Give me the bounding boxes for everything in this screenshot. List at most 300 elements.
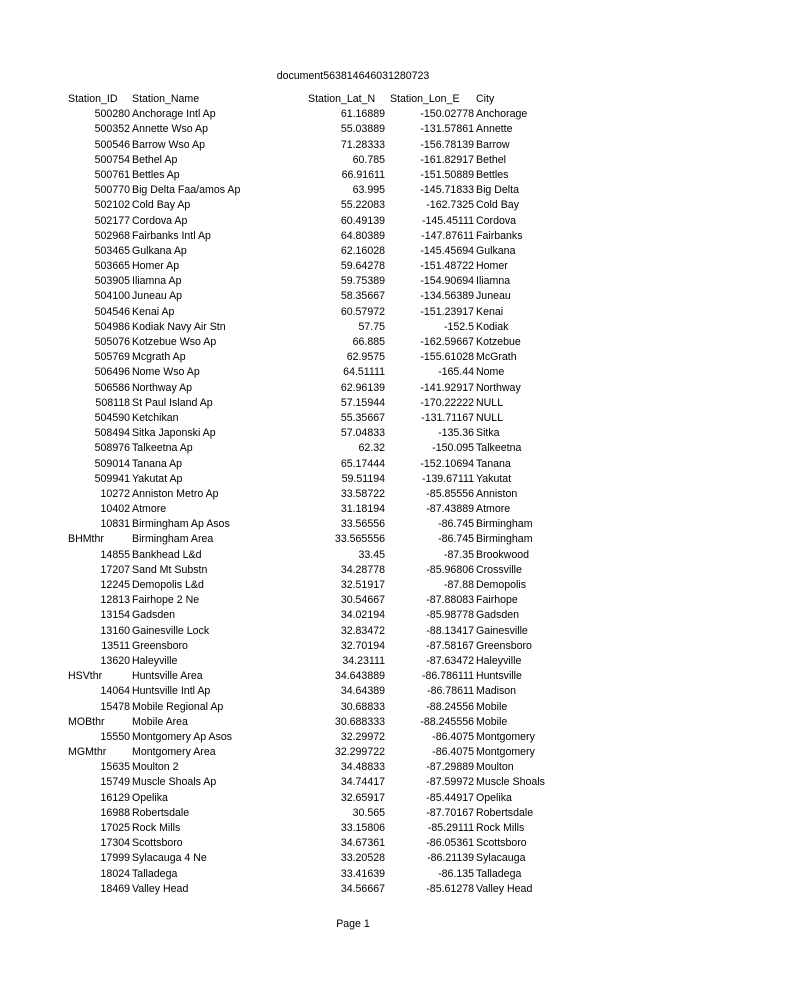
station-lat-cell: 57.15944 xyxy=(340,396,385,409)
station-lon-cell: -151.50889 xyxy=(420,168,474,181)
station-id-cell: 10831 xyxy=(100,518,130,531)
city-cell: Opelika xyxy=(476,791,512,804)
station-lat-cell: 62.96139 xyxy=(340,381,385,394)
station-lat-cell: 55.22083 xyxy=(340,199,385,212)
station-lat-cell: 33.45 xyxy=(358,548,385,561)
station-id-cell: 505769 xyxy=(94,351,130,364)
station-lon-cell: -86.78611 xyxy=(427,685,474,698)
table-row xyxy=(0,775,792,790)
station-name-cell: Northway Ap xyxy=(132,381,193,394)
station-lon-cell: -86.786111 xyxy=(421,670,474,683)
station-lon-cell: -155.61028 xyxy=(420,351,474,364)
city-cell: Huntsville xyxy=(476,670,522,683)
table-row xyxy=(0,684,792,699)
station-lat-cell: 62.16028 xyxy=(340,244,385,257)
station-lat-cell: 59.64278 xyxy=(340,260,385,273)
station-lon-cell: -87.43889 xyxy=(426,503,474,516)
table-row xyxy=(0,532,792,547)
table-row xyxy=(0,517,792,532)
table-row xyxy=(0,289,792,304)
station-name-cell: Bettles Ap xyxy=(132,168,180,181)
station-name-cell: Huntsville Intl Ap xyxy=(132,685,211,698)
station-lat-cell: 61.16889 xyxy=(340,108,385,121)
column-header-station-id: Station_ID xyxy=(68,93,118,105)
station-id-cell: 17025 xyxy=(100,822,130,834)
station-name-cell: Barrow Wso Ap xyxy=(132,138,206,151)
station-id-cell: 500770 xyxy=(94,184,130,197)
city-cell: Cold Bay xyxy=(476,199,519,212)
station-lon-cell: -156.78139 xyxy=(420,138,474,151)
station-lat-cell: 62.9575 xyxy=(346,351,385,364)
station-id-cell: 16988 xyxy=(100,806,130,819)
city-cell: Birmingham xyxy=(476,533,533,546)
table-row xyxy=(0,669,792,684)
station-lat-cell: 34.48833 xyxy=(340,761,385,774)
station-name-cell: Atmore xyxy=(132,503,167,516)
table-row xyxy=(0,168,792,183)
station-lat-cell: 32.51917 xyxy=(340,579,385,591)
table-row xyxy=(0,426,792,441)
station-name-cell: Montgomery Ap Asos xyxy=(132,730,233,743)
station-id-cell: 15550 xyxy=(100,730,130,743)
station-name-cell: Opelika xyxy=(132,791,168,804)
station-name-cell: Huntsville Area xyxy=(132,670,203,683)
city-cell: NULL xyxy=(476,411,504,424)
station-lon-cell: -152.10694 xyxy=(420,457,474,470)
city-cell: NULL xyxy=(476,396,504,409)
station-id-cell: 500761 xyxy=(94,168,130,181)
station-lat-cell: 33.41639 xyxy=(340,867,385,880)
station-id-cell: 12245 xyxy=(100,579,130,591)
table-row xyxy=(0,274,792,289)
table-row xyxy=(0,548,792,563)
city-cell: Rock Mills xyxy=(476,822,525,834)
station-lon-cell: -145.71833 xyxy=(420,184,474,197)
station-id-cell: 508118 xyxy=(95,396,130,409)
station-lon-cell: -87.63472 xyxy=(426,654,474,667)
column-header-station-lat: Station_Lat_N xyxy=(308,93,376,105)
table-row xyxy=(0,122,792,137)
station-name-cell: Gadsden xyxy=(132,609,175,622)
table-row xyxy=(0,244,792,259)
station-lat-cell: 60.57972 xyxy=(340,305,385,318)
station-id-cell: 13620 xyxy=(100,654,130,667)
table-body xyxy=(0,107,792,897)
station-lon-cell: -150.095 xyxy=(432,442,474,455)
station-id-cell: 500754 xyxy=(94,153,130,166)
station-name-cell: Bethel Ap xyxy=(132,153,178,166)
station-id-cell: 505076 xyxy=(94,336,130,348)
station-id-cell: 18469 xyxy=(100,882,130,895)
station-id-cell: 14855 xyxy=(100,548,130,561)
station-name-cell: Ketchikan xyxy=(132,411,179,424)
station-name-cell: Talkeetna Ap xyxy=(132,442,193,455)
table-row xyxy=(0,335,792,350)
station-name-cell: Mobile Regional Ap xyxy=(132,700,224,713)
station-lon-cell: -150.02778 xyxy=(420,108,474,121)
table-row xyxy=(0,745,792,760)
station-name-cell: St Paul Island Ap xyxy=(132,396,213,409)
station-lat-cell: 62.32 xyxy=(358,442,385,455)
city-cell: Kotzebue xyxy=(476,336,521,348)
station-id-cell: 13511 xyxy=(101,639,130,652)
city-cell: Birmingham xyxy=(476,518,533,531)
station-lon-cell: -87.88083 xyxy=(426,594,474,607)
station-name-cell: Fairbanks Intl Ap xyxy=(132,229,211,242)
document-title: document563814646031280723 xyxy=(276,70,430,82)
station-id-cell: 502968 xyxy=(94,229,130,242)
station-lat-cell: 33.58722 xyxy=(340,487,385,500)
table-row xyxy=(0,715,792,730)
station-name-cell: Annette Wso Ap xyxy=(132,123,208,136)
table-row xyxy=(0,882,792,897)
table-row xyxy=(0,806,792,821)
station-id-cell: 15478 xyxy=(100,700,130,713)
station-lon-cell: -88.245556 xyxy=(420,715,474,728)
station-name-cell: Demopolis L&d xyxy=(132,579,204,591)
station-id-cell: 500352 xyxy=(94,123,130,136)
table-header-row xyxy=(0,92,792,107)
station-name-cell: Haleyville xyxy=(132,654,178,667)
station-lon-cell: -165.44 xyxy=(438,366,474,379)
station-lon-cell: -85.85556 xyxy=(426,487,474,500)
page-number: Page 1 xyxy=(336,918,370,930)
station-id-cell: 500280 xyxy=(94,108,130,121)
station-name-cell: Scottsboro xyxy=(132,837,183,850)
city-cell: Sylacauga xyxy=(476,852,526,865)
city-cell: Muscle Shoals xyxy=(476,776,545,789)
station-lat-cell: 33.15806 xyxy=(340,822,385,834)
station-id-cell: 503905 xyxy=(94,275,130,288)
station-lon-cell: -141.92917 xyxy=(420,381,474,394)
table-row xyxy=(0,214,792,229)
city-cell: Fairhope xyxy=(476,594,518,607)
city-cell: Greensboro xyxy=(476,639,532,652)
station-name-cell: Montgomery Area xyxy=(132,746,216,759)
table-row xyxy=(0,624,792,639)
table-row xyxy=(0,867,792,882)
city-cell: Crossville xyxy=(476,563,522,576)
station-name-cell: Gulkana Ap xyxy=(132,244,187,257)
station-id-cell: 17304 xyxy=(100,837,130,850)
table-row xyxy=(0,107,792,122)
city-cell: Montgomery xyxy=(476,746,535,759)
station-lon-cell: -85.29111 xyxy=(427,822,474,834)
table-row xyxy=(0,760,792,775)
city-cell: Annette xyxy=(476,123,513,136)
station-lon-cell: -134.56389 xyxy=(420,290,474,303)
station-lat-cell: 71.28333 xyxy=(340,138,385,151)
station-id-cell: 508976 xyxy=(94,442,130,455)
station-id-cell: 12813 xyxy=(100,594,130,607)
table-row xyxy=(0,457,792,472)
station-id-cell: 508494 xyxy=(94,427,130,440)
station-lon-cell: -152.5 xyxy=(443,320,474,333)
city-cell: Haleyville xyxy=(476,654,522,667)
city-cell: Juneau xyxy=(476,290,511,303)
station-lon-cell: -88.24556 xyxy=(426,700,474,713)
city-cell: Bettles xyxy=(476,168,509,181)
station-lat-cell: 30.68833 xyxy=(340,700,385,713)
station-id-cell: 17207 xyxy=(100,563,130,576)
table-row xyxy=(0,487,792,502)
column-header-city: City xyxy=(476,93,495,105)
table-row xyxy=(0,608,792,623)
station-lat-cell: 58.35667 xyxy=(340,290,385,303)
table-row xyxy=(0,821,792,836)
station-lon-cell: -162.59667 xyxy=(420,336,474,348)
station-lat-cell: 34.643889 xyxy=(334,670,385,683)
table-row xyxy=(0,381,792,396)
station-name-cell: Sitka Japonski Ap xyxy=(132,427,216,440)
station-lon-cell: -147.87611 xyxy=(421,229,474,242)
station-lat-cell: 33.56556 xyxy=(340,518,385,531)
station-name-cell: Muscle Shoals Ap xyxy=(132,776,217,789)
station-lon-cell: -139.67111 xyxy=(421,472,474,485)
station-lon-cell: -87.58167 xyxy=(426,639,474,652)
table-row xyxy=(0,563,792,578)
station-id-cell: 502177 xyxy=(94,214,130,227)
table-row xyxy=(0,411,792,426)
table-row xyxy=(0,320,792,335)
station-lon-cell: -145.45694 xyxy=(420,244,474,257)
city-cell: Northway xyxy=(476,381,521,394)
city-cell: Mobile xyxy=(476,715,508,728)
station-name-cell: Yakutat Ap xyxy=(132,472,183,485)
station-lon-cell: -86.745 xyxy=(438,518,474,531)
station-lat-cell: 33.20528 xyxy=(340,852,385,865)
city-cell: Mobile xyxy=(476,700,508,713)
station-lon-cell: -170.22222 xyxy=(420,396,474,409)
station-lon-cell: -85.44917 xyxy=(426,791,474,804)
station-lon-cell: -85.96806 xyxy=(426,563,474,576)
city-cell: Tanana xyxy=(476,457,511,470)
station-lat-cell: 34.02194 xyxy=(340,609,385,622)
city-cell: Talkeetna xyxy=(476,442,522,455)
station-lon-cell: -161.82917 xyxy=(420,153,474,166)
table-row xyxy=(0,578,792,593)
city-cell: Kodiak xyxy=(476,320,509,333)
station-name-cell: Moulton 2 xyxy=(132,761,179,774)
station-lon-cell: -86.135 xyxy=(438,867,474,880)
station-lon-cell: -87.70167 xyxy=(426,806,474,819)
station-id-cell: 504100 xyxy=(94,290,130,303)
table-row xyxy=(0,472,792,487)
station-id-cell: 500546 xyxy=(94,138,130,151)
station-lon-cell: -131.71167 xyxy=(421,411,474,424)
station-lat-cell: 32.70194 xyxy=(340,639,385,652)
station-lat-cell: 32.83472 xyxy=(340,624,385,637)
station-lon-cell: -151.48722 xyxy=(420,260,474,273)
table-row xyxy=(0,441,792,456)
station-name-cell: Anchorage Intl Ap xyxy=(132,108,216,121)
station-name-cell: Cordova Ap xyxy=(132,214,188,227)
station-id-cell: 13160 xyxy=(100,624,130,637)
station-lat-cell: 63.995 xyxy=(352,184,385,197)
station-name-cell: Sand Mt Substn xyxy=(132,563,208,576)
city-cell: Yakutat xyxy=(476,472,512,485)
station-lon-cell: -151.23917 xyxy=(420,305,474,318)
city-cell: Atmore xyxy=(476,503,511,516)
station-name-cell: Birmingham Area xyxy=(132,533,214,546)
station-id-cell: 16129 xyxy=(100,791,130,804)
station-name-cell: Nome Wso Ap xyxy=(132,366,200,379)
table-row xyxy=(0,791,792,806)
city-cell: Montgomery xyxy=(476,730,535,743)
city-cell: Brookwood xyxy=(476,548,529,561)
table-row xyxy=(0,851,792,866)
station-lon-cell: -87.59972 xyxy=(426,776,474,789)
station-lon-cell: -131.57861 xyxy=(420,123,474,136)
station-id-cell: 15635 xyxy=(100,761,130,774)
station-id-cell: 509014 xyxy=(94,457,130,470)
city-cell: Anniston xyxy=(476,487,518,500)
station-lat-cell: 34.23111 xyxy=(342,654,385,667)
city-cell: Madison xyxy=(476,685,517,698)
station-name-cell: Bankhead L&d xyxy=(132,548,202,561)
city-cell: Scottsboro xyxy=(476,837,527,850)
table-row xyxy=(0,730,792,745)
station-name-cell: Kenai Ap xyxy=(132,305,175,318)
city-cell: Talladega xyxy=(476,867,522,880)
city-cell: McGrath xyxy=(476,351,517,364)
station-id-cell: 10272 xyxy=(100,487,130,500)
table-row xyxy=(0,365,792,380)
station-id-cell: MOBthr xyxy=(68,715,105,728)
city-cell: Anchorage xyxy=(476,108,528,121)
station-lon-cell: -145.45111 xyxy=(421,214,474,227)
table-row xyxy=(0,700,792,715)
station-id-cell: 503465 xyxy=(94,244,130,257)
station-id-cell: 10402 xyxy=(100,503,130,516)
station-name-cell: Mcgrath Ap xyxy=(132,351,186,364)
city-cell: Barrow xyxy=(476,138,510,151)
station-lat-cell: 66.91611 xyxy=(341,168,385,181)
station-name-cell: Sylacauga 4 Ne xyxy=(132,852,207,865)
table-row xyxy=(0,138,792,153)
station-lon-cell: -154.90694 xyxy=(420,275,474,288)
station-id-cell: 17999 xyxy=(100,852,130,865)
table-row xyxy=(0,654,792,669)
station-lon-cell: -135.36 xyxy=(438,427,474,440)
station-lat-cell: 57.75 xyxy=(358,320,385,333)
table-row xyxy=(0,305,792,320)
station-lat-cell: 33.565556 xyxy=(334,533,385,546)
station-lon-cell: -85.61278 xyxy=(426,882,474,895)
city-cell: Kenai xyxy=(476,305,504,318)
station-lat-cell: 32.299722 xyxy=(334,746,385,759)
station-name-cell: Kodiak Navy Air Stn xyxy=(132,320,226,333)
station-name-cell: Mobile Area xyxy=(132,715,188,728)
station-id-cell: 15749 xyxy=(100,776,130,789)
table-row xyxy=(0,639,792,654)
station-id-cell: 504590 xyxy=(94,411,130,424)
station-name-cell: Valley Head xyxy=(132,882,189,895)
station-lat-cell: 34.56667 xyxy=(340,882,385,895)
station-name-cell: Cold Bay Ap xyxy=(132,199,191,212)
city-cell: Robertsdale xyxy=(476,806,534,819)
city-cell: Demopolis xyxy=(476,579,527,591)
station-id-cell: 504546 xyxy=(94,305,130,318)
city-cell: Cordova xyxy=(476,214,517,227)
table-row xyxy=(0,836,792,851)
table-row xyxy=(0,153,792,168)
station-lat-cell: 30.688333 xyxy=(334,715,385,728)
station-lat-cell: 32.29972 xyxy=(340,730,385,743)
station-name-cell: Juneau Ap xyxy=(132,290,183,303)
station-id-cell: 506586 xyxy=(94,381,130,394)
station-name-cell: Robertsdale xyxy=(132,806,190,819)
station-lon-cell: -86.4075 xyxy=(432,746,474,759)
city-cell: Gulkana xyxy=(476,244,516,257)
station-lat-cell: 34.28778 xyxy=(340,563,385,576)
station-name-cell: Big Delta Faa/amos Ap xyxy=(132,184,241,197)
table-row xyxy=(0,593,792,608)
station-name-cell: Anniston Metro Ap xyxy=(132,487,219,500)
station-id-cell: 18024 xyxy=(100,867,130,880)
table-row xyxy=(0,229,792,244)
station-lon-cell: -86.4075 xyxy=(432,730,474,743)
station-lat-cell: 34.74417 xyxy=(340,776,385,789)
station-id-cell: 506496 xyxy=(94,366,130,379)
station-name-cell: Rock Mills xyxy=(132,822,181,834)
station-lon-cell: -162.7325 xyxy=(426,199,474,212)
station-lon-cell: -86.745 xyxy=(438,533,474,546)
station-lon-cell: -86.21139 xyxy=(427,852,474,865)
station-lat-cell: 64.80389 xyxy=(340,229,385,242)
station-lat-cell: 30.565 xyxy=(352,806,385,819)
station-name-cell: Talladega xyxy=(132,867,178,880)
table-row xyxy=(0,259,792,274)
station-id-cell: 502102 xyxy=(94,199,130,212)
station-lat-cell: 34.67361 xyxy=(340,837,385,850)
station-lat-cell: 60.49139 xyxy=(340,214,385,227)
station-lat-cell: 57.04833 xyxy=(340,427,385,440)
city-cell: Iliamna xyxy=(476,275,511,288)
station-id-cell: HSVthr xyxy=(68,670,103,683)
city-cell: Homer xyxy=(476,260,508,273)
station-name-cell: Gainesville Lock xyxy=(132,624,210,637)
station-name-cell: Homer Ap xyxy=(132,260,180,273)
city-cell: Nome xyxy=(476,366,505,379)
station-id-cell: 503665 xyxy=(94,260,130,273)
station-lat-cell: 32.65917 xyxy=(340,791,385,804)
station-id-cell: BHMthr xyxy=(68,533,104,546)
city-cell: Fairbanks xyxy=(476,229,523,242)
station-name-cell: Kotzebue Wso Ap xyxy=(132,336,217,348)
station-lat-cell: 59.51194 xyxy=(341,472,385,485)
city-cell: Gadsden xyxy=(476,609,519,622)
station-lon-cell: -87.35 xyxy=(443,548,474,561)
city-cell: Moulton xyxy=(476,761,514,774)
station-lat-cell: 55.03889 xyxy=(340,123,385,136)
city-cell: Valley Head xyxy=(476,882,533,895)
station-lat-cell: 55.35667 xyxy=(340,411,385,424)
station-lat-cell: 64.51111 xyxy=(343,366,385,379)
city-cell: Bethel xyxy=(476,153,507,166)
station-lat-cell: 30.54667 xyxy=(340,594,385,607)
station-lat-cell: 31.18194 xyxy=(340,503,385,516)
station-name-cell: Iliamna Ap xyxy=(132,275,182,288)
table-row xyxy=(0,183,792,198)
station-name-cell: Fairhope 2 Ne xyxy=(132,594,200,607)
station-lon-cell: -88.13417 xyxy=(426,624,474,637)
table-row xyxy=(0,502,792,517)
city-cell: Sitka xyxy=(476,427,500,440)
city-cell: Big Delta xyxy=(476,184,519,197)
station-name-cell: Greensboro xyxy=(132,639,188,652)
station-lat-cell: 34.64389 xyxy=(340,685,385,698)
